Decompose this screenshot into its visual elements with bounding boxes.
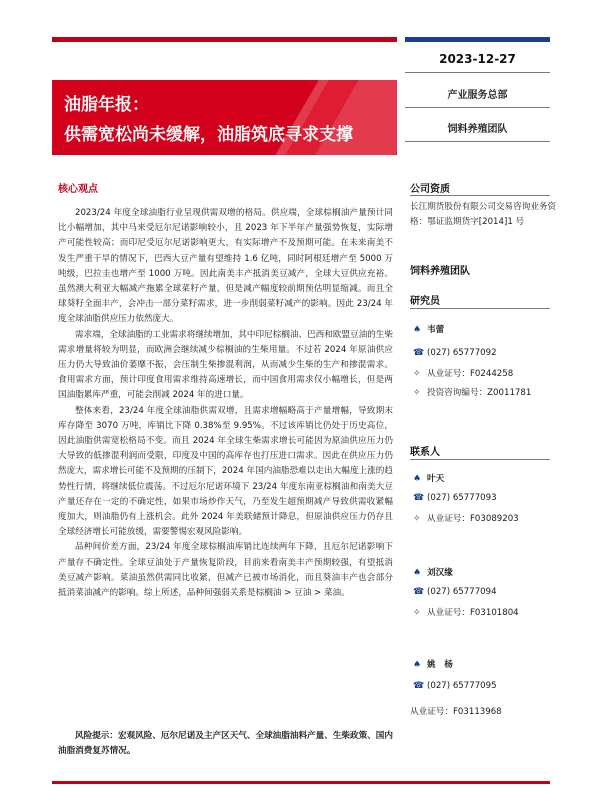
top-red-rule [52,37,397,42]
report-title: 油脂年报： [64,95,149,115]
divider [405,72,550,73]
researcher-license: 从业证号：F0244258 [427,369,514,379]
person-icon: ♠ [413,660,422,670]
researcher-heading: 研究员 [410,296,440,307]
star-icon: ✧ [413,388,421,398]
researcher-advisor: 投资咨询编号：Z0011781 [427,388,532,398]
contact-license: 从业证号：F03089203 [427,514,519,524]
contact-heading: 联系人 [410,447,440,458]
title-banner [52,80,397,155]
core-view-heading: 核心观点 [58,184,98,195]
team-name: 饲料养殖团队 [447,124,508,135]
divider [405,141,550,142]
contact-license: 从业证号：F03101804 [427,608,519,618]
researcher-name: 韦蕾 [427,325,445,335]
risk-warning: 风险提示：宏观风险、厄尔尼诺及主产区天气、全球油脂油料产量、生柴政策、国内油脂消费复苏情况。 [58,731,393,757]
divider [405,107,550,108]
contact-name: 刘汉缘 [427,568,453,578]
report-date: 2023-12-27 [439,52,516,66]
top-blue-rule [405,37,550,42]
phone-icon: ☎ [413,493,425,503]
bottom-rule [52,781,550,784]
core-view-body [58,206,393,601]
company-heading: 公司资质 [410,184,450,195]
paragraph: 整体来看，23/24 年度全球油脂供需双增，且需求增幅略高于产量增幅，导致期末库存降至 3070 万吨，库销比下降 0.38%至 9.95%。不过该库销比仍处于历史高位，因此油脂供需宽松格局不变。而且 2024 年全球生柴需求增长可能因为原油供应压力仍大导致的低掺混利润而受限，印度及中国的高库存也打压进口需求。因此在供应压力仍然庞大，需求增长可能不及预期的压制下，2024 年国内油脂恐难以走出大幅度上涨的趋势性行情，将继续低位震荡。不过厄尔尼诺环境下 23/24 年度东南亚棕榈油和南美大豆产量还存在一定的不确定性，如果市场炒作天气，乃至发生超预期减产导致供需收紧幅度加大，则油脂仍有上涨机会。此外 2024 年美联储预计降息，但原油供应压力仍存且全球经济增长可能放缓，需要警惕宏观风险影响。 [58,405,393,538]
contact-phone: (027) 65777093 [427,493,497,503]
contact-name: 叶天 [427,474,445,484]
contact-license: 从业证号：F03113968 [410,707,502,717]
person-icon: ♠ [413,568,422,578]
person-icon: ♠ [413,325,422,335]
contact-phone: (027) 65777094 [427,587,497,597]
team-heading: 饲料养殖团队 [410,266,470,277]
contact-phone: (027) 65777095 [427,681,497,691]
divider [410,308,550,309]
phone-icon: ☎ [413,348,425,358]
paragraph: 需求端，全球油脂的工业需求将继续增加，其中印尼棕榈油、巴西和欧盟豆油的生柴需求增量将较为明显，而欧洲会继续减少棕榈油的生柴用量。不过若 2024 年原油供应压力仍大导致油价萎靡不振，会压制生柴掺混利润，从而减少生柴的生产和掺混需求。食用需求方面，预计印度食用需求维持高速增长，而中国食用需求仅小幅增长，但是两国油脂累库严重，可能会削减 2024 年的进口量。 [58,329,393,401]
paragraph: 2023/24 年度全球油脂行业呈现供需双增的格局。供应端，全球棕榈油产量预计同比小幅增加，其中马来受厄尔尼诺影响较小，且 2023 年下半年产量强势恢复，实际增产可能性较高；而印尼受厄尔尼诺影响更大，有实际增产不及预期可能。在未来南美不发生严重干旱的情况下，巴西大豆产量有望维持 1.6 亿吨，同时阿根廷增产至 5000 万吨级，巴拉圭也增产至 1000 万吨。因此南美丰产抵消美豆减产，全球大豆供应充裕。虽然澳大利亚大幅减产拖累全球菜籽产量，但是减产幅度较前期预估明显缩减。而且全球葵籽全面丰产，会冲击一部分菜籽需求，进一步削弱菜籽减产的影响。因此 23/24 年度全球油脂供应压力依然庞大。 [58,208,393,325]
person-icon: ♠ [413,474,422,484]
phone-icon: ☎ [413,587,425,597]
department: 产业服务总部 [447,90,508,101]
report-subtitle: 供需宽松尚未缓解，油脂筑底寻求支撑 [64,125,353,145]
star-icon: ✧ [413,369,421,379]
paragraph: 品种间价差方面，23/24 年度全球棕榈油库销比连续两年下降，且厄尔尼诺影响下产量存不确定性。全球豆油处于产量恢复阶段，目前来看南美丰产预期较强，有望抵消美豆减产影响。菜油虽然供需同比收紧，但减产已被市场消化，而且葵油丰产也会部分抵消菜油减产的影响。综上所述，品种间强弱关系是棕榈油 > 豆油 > 菜油。 [58,542,393,599]
divider [410,195,550,196]
divider [410,459,550,460]
researcher-phone: (027) 65777092 [427,348,497,358]
star-icon: ✧ [413,608,421,618]
star-icon: ✧ [413,514,421,524]
phone-icon: ☎ [413,681,425,691]
contact-name: 姚 杨 [427,660,453,670]
company-qualification: 长江期货股份有限公司交易咨询业务资格：鄂证监期货字[2014]1 号 [410,202,557,227]
